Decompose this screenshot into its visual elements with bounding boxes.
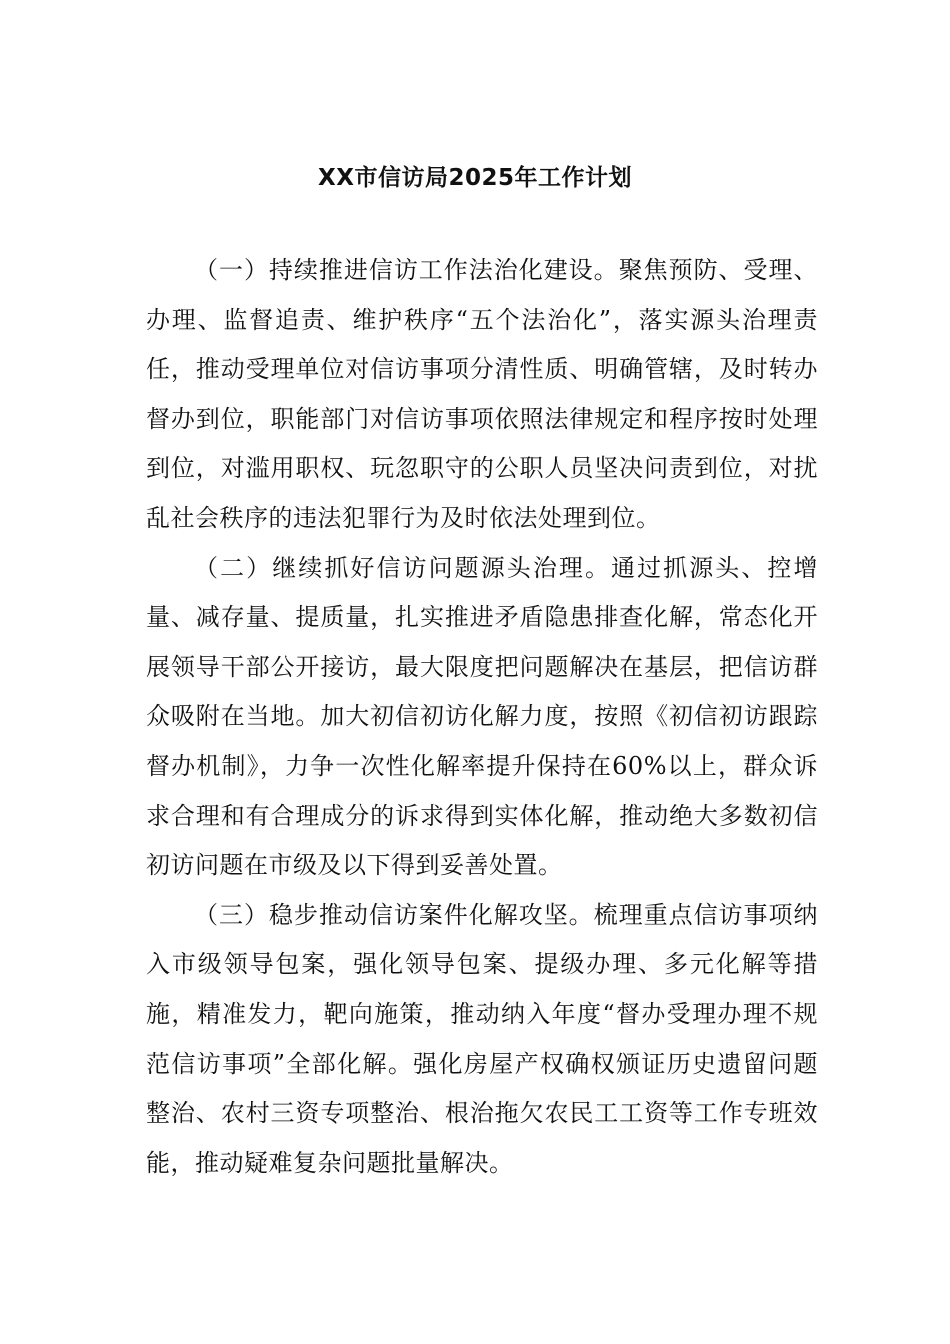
paragraph-1: （一）持续推进信访工作法治化建设。聚焦预防、受理、办理、监督追责、维护秩序“五个法治化”，落实源头治理责任，推动受理单位对信访事项分清性质、明确管辖，及时转办督办到位，职能部门对信访事项依照法律规定和程序按时处理到位，对滥用职权、玩忽职守的公职人员坚决问责到位，对扰乱社会秩序的违法犯罪行为及时依法处理到位。	[146, 256, 818, 532]
paragraph-2: （二）继续抓好信访问题源头治理。通过抓源头、控增量、减存量、提质量，扎实推进矛盾隐患排查化解，常态化开展领导干部公开接访，最大限度把问题解决在基层，把信访群众吸附在当地。加大初信初访化解力度，按照《初信初访跟踪督办机制》，力争一次性化解率提升保持在60%以上，群众诉求合理和有合理成分的诉求得到实体化解，推动绝大多数初信初访问题在市级及以下得到妥善处置。	[146, 553, 818, 880]
document-title: XX市信访局2025年工作计划	[318, 165, 632, 191]
paragraph-3: （三）稳步推动信访案件化解攻坚。梳理重点信访事项纳入市级领导包案，强化领导包案、提级办理、多元化解等措施，精准发力，靶向施策，推动纳入年度“督办受理办理不规范信访事项”全部化解。强化房屋产权确权颁证历史遗留问题整治、农村三资专项整治、根治拖欠农民工工资等工作专班效能，推动疑难复杂问题批量解决。	[146, 900, 818, 1177]
document-body	[146, 246, 818, 1188]
